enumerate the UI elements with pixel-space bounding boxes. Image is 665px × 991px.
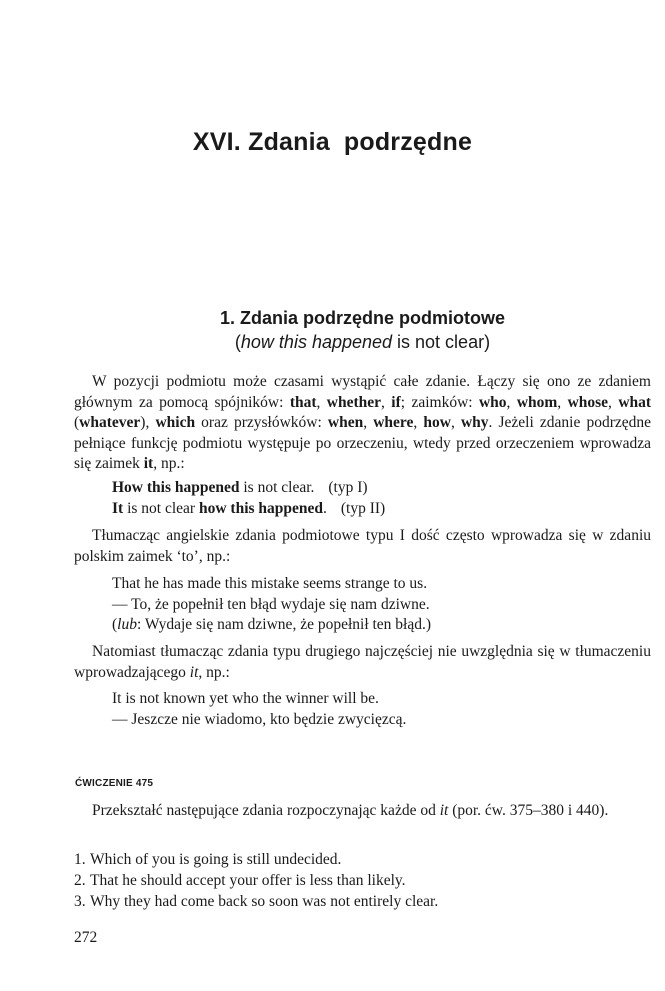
paragraph-intro: W pozycji podmiotu może czasami wystąpić całe zdanie. Łączy się ono ze zdaniem głównym za pomocą spójników: that, whether, if; zaimków: who, whom, whose, what (whatever), which oraz przysłówków: when, where, how, why. Jeżeli zdanie podrzędne pełniące funkcję podmiotu występuje po orzeczeniu, wtedy przed orzeczeniem wprowadza się zaimek it, np.: [74, 373, 652, 472]
examples-block-1 [112, 478, 652, 519]
subtitle-rest: is not clear) [392, 332, 491, 352]
examples-block-2 [112, 574, 652, 636]
example-type-1: How this happened is not clear. (typ I) [112, 479, 368, 496]
example-alternative: (lub: Wydaje się nam dziwne, że popełnił ten błąd.) [112, 616, 432, 633]
exercise-item: 3. Why they had come back so soon was not entirely clear. [74, 893, 439, 910]
chapter-title-part2: podrzędne [343, 128, 473, 156]
example-type-2: It is not clear how this happened. (typ II) [112, 499, 386, 517]
page-number: 272 [74, 929, 98, 946]
exercise-instruction: Przekształć następujące zdania rozpoczynając każde od it (por. ćw. 375–380 i 440). [92, 802, 609, 819]
paragraph-translation-type1: Tłumacząc angielskie zdania podmiotowe typu I dość często wprowadza się w zdaniu polskim zaimek ‘to’, np.: [74, 527, 651, 565]
section-subtitle [0, 332, 665, 353]
example-sentence: It is not known yet who the winner will be. [112, 690, 379, 707]
exercise-item: 2. That he should accept your offer is less than likely. [74, 872, 406, 889]
subtitle-open-paren: ( [234, 332, 241, 352]
exercise-label: ĆWICZENIE 475 [75, 778, 154, 789]
example-sentence: That he has made this mistake seems strange to us. [112, 575, 428, 592]
subtitle-italic: how this happened [240, 332, 393, 352]
chapter-title [0, 128, 665, 157]
paragraph-translation-type2: Natomiast tłumacząc zdania typu drugiego najczęściej nie uwzględnia się w tłumaczeniu wprowadzającego it, np.: [74, 643, 651, 681]
exercise-item: 1. Which of you is going is still undecided. [74, 851, 342, 868]
exercise-list [74, 849, 654, 912]
examples-block-3 [112, 689, 652, 730]
chapter-title-part1: XVI. Zdania [192, 128, 330, 156]
section-title: 1. Zdania podrzędne podmiotowe [219, 308, 505, 328]
example-translation: — Jeszcze nie wiadomo, kto będzie zwycięzcą. [112, 710, 407, 728]
example-translation: — To, że popełnił ten błąd wydaje się nam dziwne. [112, 595, 430, 613]
